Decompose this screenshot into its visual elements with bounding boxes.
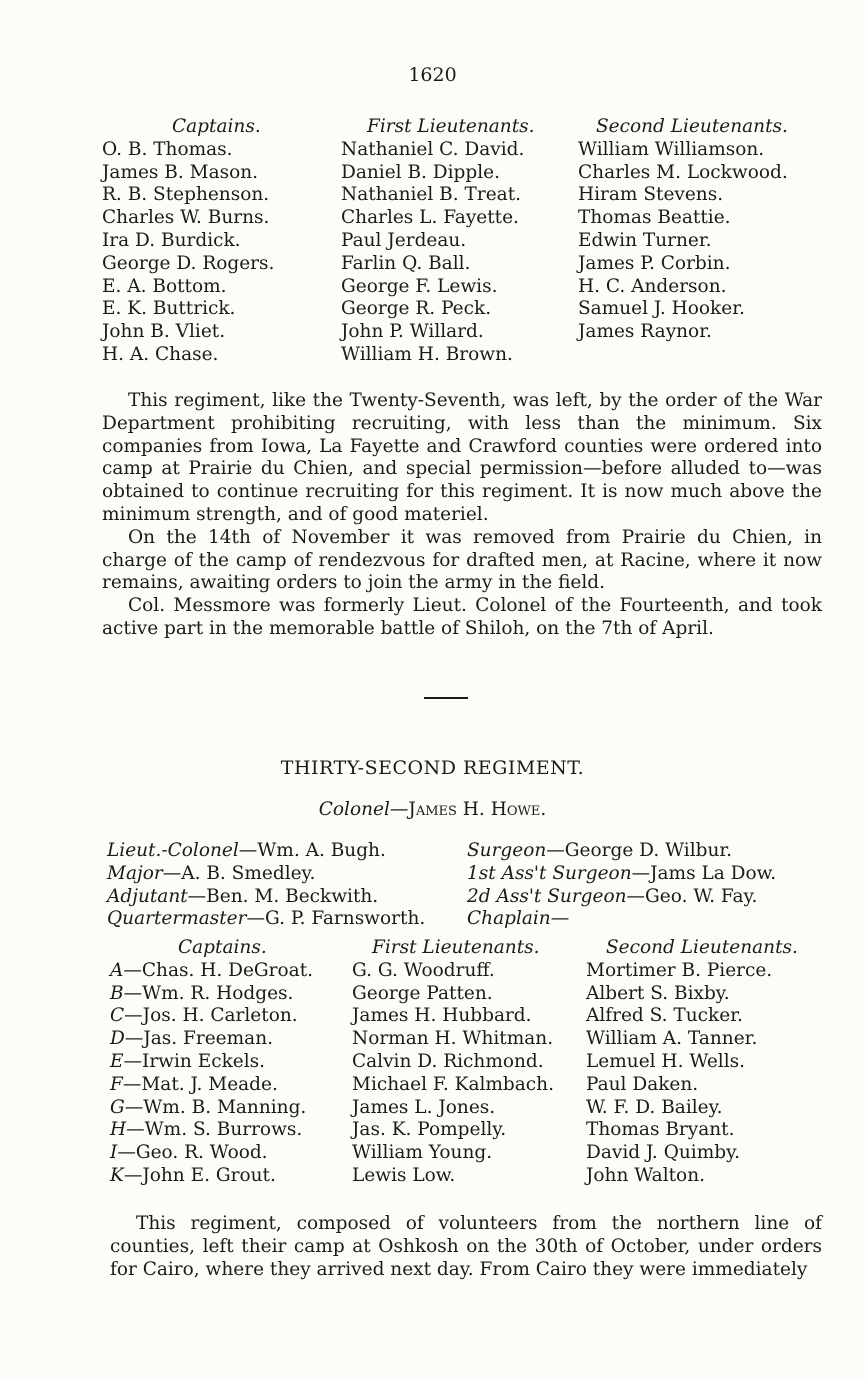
staff-role: Lieut.-Colonel (107, 840, 239, 861)
name-cell: Thomas Bryant. (586, 1119, 735, 1141)
name-cell: Michael F. Kalmbach. (352, 1073, 554, 1095)
staff-role: 2d Ass't Surgeon (467, 885, 627, 907)
captain-name: —Wm. S. Burrows. (126, 1119, 303, 1141)
staff-left (107, 840, 425, 931)
name-cell: Charles L. Fayette. (341, 207, 519, 229)
name-cell: Edwin Turner. (578, 229, 712, 251)
name-cell: E. A. Bottom. (102, 275, 227, 297)
name-cell (110, 1051, 313, 1074)
name-cell: R. B. Stephenson. (102, 184, 270, 206)
name-cell: H. C. Anderson. (578, 275, 727, 297)
name-cell: Ira D. Burdick. (102, 229, 241, 251)
first-lieutenants-column (341, 116, 535, 367)
staff-entry (467, 908, 776, 931)
name-cell: Hiram Stevens. (578, 184, 724, 206)
column-header: Second Lieutenants. (596, 116, 788, 137)
officers-table-2 (0, 937, 865, 1192)
name-cell (110, 983, 313, 1006)
staff-entry (107, 886, 425, 909)
name-cell: Farlin Q. Ball. (341, 252, 471, 274)
regiment-heading: THIRTY-SECOND REGIMENT. (280, 757, 585, 779)
captains-column (110, 937, 313, 1188)
staff-entry (107, 908, 425, 931)
column-header: Second Lieutenants. (606, 937, 798, 958)
paragraph: This regiment, like the Twenty-Seventh, was left, by the order of the War Department prohibiting recruiting, with less than the minimum. Six companies from Iowa, La Fayette and Crawford counties were ordered into camp at Prairie du Chien, and special permission—before alluded to—was obtained to continue recruiting for this regiment. It is now much above the minimum strength, and of good materiel. (102, 390, 822, 525)
staff-name: — (550, 908, 570, 930)
staff-name: —Geo. W. Fay. (626, 885, 758, 907)
staff-right (467, 840, 776, 931)
name-cell (110, 1142, 313, 1165)
colonel-separator: — (389, 799, 409, 820)
name-cell: Alfred S. Tucker. (586, 1005, 743, 1027)
staff-name: —G. P. Farnsworth. (246, 908, 426, 930)
name-cell: G. G. Woodruff. (352, 959, 495, 981)
name-cell: Nathaniel B. Treat. (341, 184, 522, 206)
name-cell (110, 1119, 313, 1142)
captain-name: —Jas. Freeman. (124, 1028, 273, 1050)
company-letter: H (110, 1119, 127, 1141)
name-cell: James B. Mason. (102, 161, 259, 183)
staff-role: Adjutant (107, 885, 188, 907)
name-cell (110, 1074, 313, 1097)
company-letter: B (110, 982, 124, 1004)
name-cell: John B. Vliet. (102, 321, 226, 343)
staff-entry (107, 840, 425, 863)
paragraph: This regiment, composed of volunteers from the northern line of counties, left their camp at Oshkosh on the 30th of October, under orders for Cairo, where they arrived next day. From Cairo they were immediately (110, 1213, 822, 1280)
name-cell: Paul Daken. (586, 1073, 699, 1095)
name-cell (110, 1005, 313, 1028)
company-letter: F (110, 1073, 123, 1095)
name-cell: W. F. D. Bailey. (586, 1096, 723, 1118)
first-lieutenants-column (352, 937, 554, 1188)
name-cell: H. A. Chase. (102, 343, 219, 365)
name-cell: Paul Jerdeau. (341, 229, 467, 251)
name-cell: Calvin D. Richmond. (352, 1050, 544, 1072)
name-cell: William H. Brown. (341, 343, 513, 365)
staff-name: —Jams La Dow. (631, 862, 777, 884)
name-cell: Charles W. Burns. (102, 207, 270, 229)
name-cell: Lemuel H. Wells. (586, 1050, 745, 1072)
officers-table-1 (0, 116, 865, 366)
staff-role: Surgeon (467, 840, 547, 861)
name-cell: Norman H. Whitman. (352, 1028, 554, 1050)
name-cell: Albert S. Bixby. (586, 982, 730, 1004)
captain-name: —Geo. R. Wood. (117, 1142, 268, 1164)
captain-name: —John E. Grout. (123, 1164, 276, 1186)
name-cell: John Walton. (586, 1164, 705, 1186)
name-cell: Thomas Beattie. (578, 207, 731, 229)
name-cell (110, 1028, 313, 1051)
name-cell: E. K. Buttrick. (102, 298, 236, 320)
name-cell: John P. Willard. (341, 321, 484, 343)
company-letter: A (110, 959, 124, 981)
name-cell: William Young. (352, 1142, 493, 1164)
colonel-name: James H. Howe. (408, 799, 547, 820)
column-header: Captains. (172, 116, 261, 137)
name-cell: Charles M. Lockwood. (578, 161, 788, 183)
company-letter: I (110, 1142, 118, 1164)
name-cell: George Patten. (352, 982, 493, 1004)
column-header: First Lieutenants. (367, 116, 535, 137)
paragraph: On the 14th of November it was removed from Prairie du Chien, in charge of the camp of rendezvous for drafted men, at Racine, where it now remains, awaiting orders to join the army in the field. (102, 526, 822, 594)
name-cell: James L. Jones. (352, 1096, 496, 1118)
staff-name: —George D. Wilbur. (546, 840, 733, 861)
name-cell: Samuel J. Hooker. (578, 298, 745, 320)
staff-entry (467, 863, 776, 886)
column-header: First Lieutenants. (372, 937, 540, 958)
company-letter: K (110, 1164, 124, 1186)
name-cell: O. B. Thomas. (102, 138, 233, 160)
captain-name: —Wm. R. Hodges. (123, 982, 294, 1004)
captain-name: —Mat. J. Meade. (122, 1073, 278, 1095)
name-cell: Mortimer B. Pierce. (586, 959, 773, 981)
name-cell: James Raynor. (578, 321, 712, 343)
captain-name: —Irwin Eckels. (123, 1050, 266, 1072)
name-cell: Nathaniel C. David. (341, 138, 525, 160)
staff-name: —Wm. A. Bugh. (238, 840, 386, 861)
column-header: Captains. (178, 937, 267, 958)
name-cell: James H. Hubbard. (352, 1005, 532, 1027)
name-cell: William A. Tanner. (586, 1028, 758, 1050)
name-cell: Jas. K. Pompelly. (352, 1119, 507, 1141)
colonel-line (0, 799, 865, 820)
captain-name: —Wm. B. Manning. (124, 1096, 307, 1118)
staff-entry (107, 863, 425, 886)
name-cell (110, 1165, 313, 1188)
staff-name: —Ben. M. Beckwith. (187, 885, 379, 907)
captain-name: —Chas. H. DeGroat. (123, 959, 314, 981)
staff-entry (467, 840, 776, 863)
name-cell (110, 960, 313, 983)
staff-role: Major (107, 862, 163, 884)
captains-column (102, 116, 274, 367)
page-number: 1620 (408, 64, 457, 86)
colonel-role: Colonel (318, 799, 390, 820)
company-letter: G (110, 1096, 125, 1118)
company-letter: C (110, 1005, 125, 1027)
name-cell: George R. Peck. (341, 298, 492, 320)
company-letter: D (110, 1028, 125, 1050)
staff-role: Quartermaster (107, 908, 247, 930)
staff-entry (467, 886, 776, 909)
name-cell: William Williamson. (578, 138, 765, 160)
name-cell: George D. Rogers. (102, 252, 275, 274)
second-lieutenants-column (586, 937, 798, 1188)
company-letter: E (110, 1050, 124, 1072)
staff-name: —A. B. Smedley. (162, 862, 316, 884)
section-divider (424, 697, 468, 699)
name-cell: Daniel B. Dipple. (341, 161, 500, 183)
staff-role: 1st Ass't Surgeon (467, 862, 632, 884)
name-cell: Lewis Low. (352, 1164, 456, 1186)
staff-role: Chaplain (467, 908, 551, 930)
name-cell (110, 1097, 313, 1120)
paragraph: Col. Messmore was formerly Lieut. Colonel of the Fourteenth, and took active part in the memorable battle of Shiloh, on the 7th of April. (102, 595, 822, 639)
second-lieutenants-column (578, 116, 788, 344)
name-cell: George F. Lewis. (341, 275, 498, 297)
regiment-narrative (102, 390, 822, 641)
name-cell: James P. Corbin. (578, 252, 731, 274)
captain-name: —Jos. H. Carleton. (124, 1005, 298, 1027)
name-cell: David J. Quimby. (586, 1142, 740, 1164)
regiment-narrative-2 (110, 1213, 822, 1281)
